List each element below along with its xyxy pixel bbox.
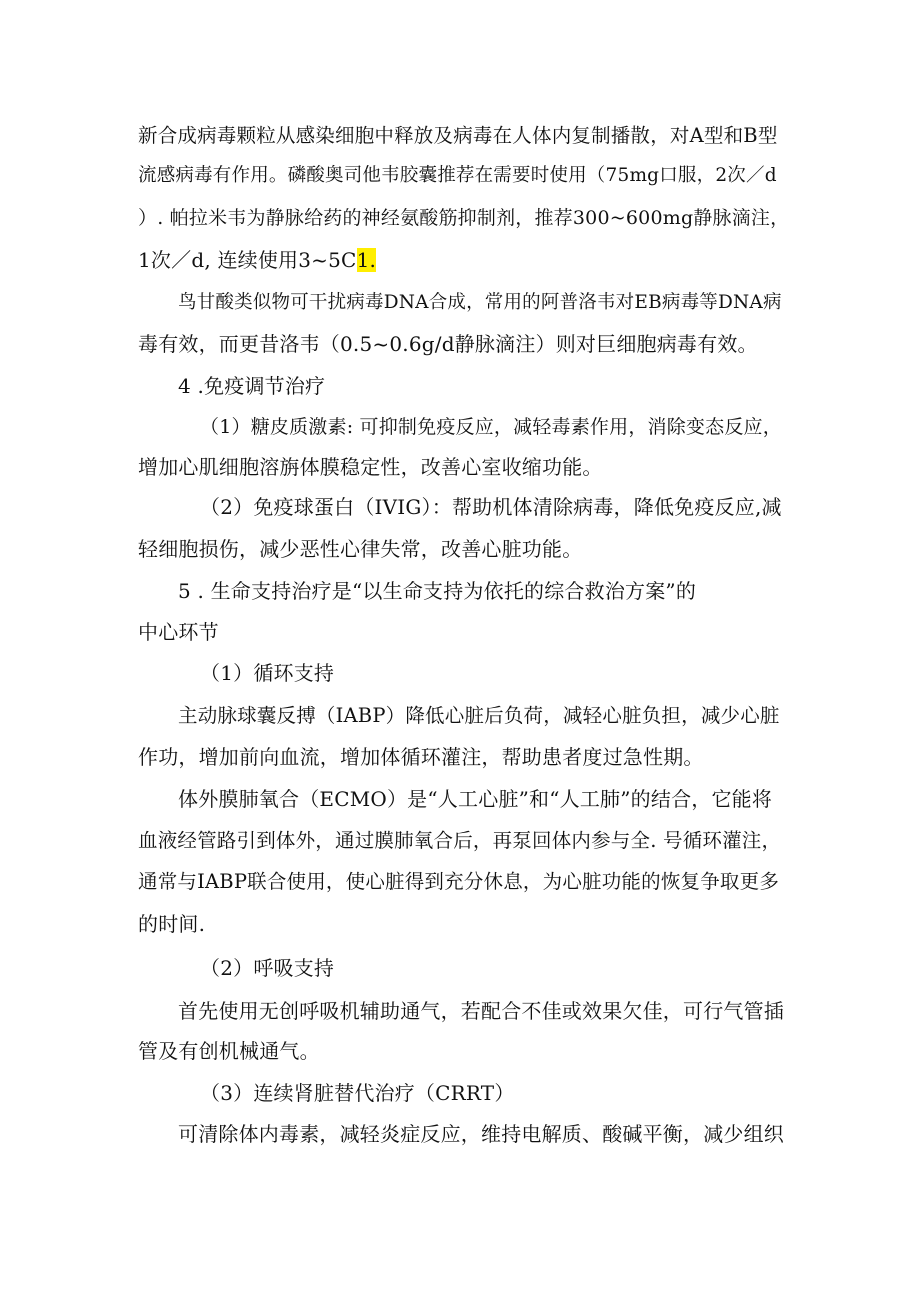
paragraph-line: 体外膜肺氧合（ECMO）是“人工心脏”和“人工肺”的结合，它能将 bbox=[178, 787, 773, 811]
subsection-heading: （2）呼吸支持 bbox=[200, 956, 335, 980]
text-line bbox=[138, 247, 376, 273]
text-line: 管及有创机械通气。 bbox=[138, 1039, 320, 1063]
paragraph-line: 可清除体内毒素，减轻炎症反应，维持电解质、酸碱平衡，减少组织 bbox=[178, 1122, 784, 1146]
section-heading-cont: 中心环节 bbox=[138, 620, 219, 644]
section-heading: 5 . 生命支持治疗是“以生命支持为依托的综合救治方案”的 bbox=[178, 579, 697, 603]
paragraph-line: 主动脉球囊反搏（IABP）降低心脏后负荷，减轻心脏负担，减少心脏 bbox=[178, 704, 780, 727]
text-line: 血液经管路引到体外，通过膜肺氧合后，再泵回体内参与全. 号循环灌注， bbox=[138, 829, 782, 852]
subsection-heading: （1）循环支持 bbox=[200, 661, 335, 685]
text-line: 增加心肌细胞溶旃体膜稳定性，改善心室收缩功能。 bbox=[138, 455, 603, 479]
text-line: ）. 帕拉米韦为静脉给药的神经氨酸筋抑制剂，推荐300~600mg静脉滴注， bbox=[138, 207, 790, 229]
text-line: 的时间. bbox=[138, 912, 206, 936]
text-line: 轻细胞损伤，减少恶性心律失常，改善心脏功能。 bbox=[138, 537, 583, 561]
text-line: 通常与IABP联合使用，使心脏得到充分休息，为心脏功能的恢复争取更多 bbox=[138, 870, 780, 893]
subsection-heading: （3）连续肾脏替代治疗（CRRT） bbox=[200, 1081, 515, 1105]
text-line: 流感病毒有作用。磷酸奥司他韦胶囊推荐在需要时使用（75mg口服，2次／d bbox=[138, 165, 777, 186]
paragraph-line: 首先使用无创呼吸机辅助通气，若配合不佳或效果欠佳，可行气管插 bbox=[178, 999, 784, 1023]
text-line: 作功，增加前向血流，增加体循环灌注，帮助患者度过急性期。 bbox=[138, 745, 704, 769]
text-line: 新合成病毒颗粒从感染细胞中释放及病毒在人体内复制播散，对A型和B型 bbox=[138, 124, 778, 147]
section-heading: 4 .免疫调节治疗 bbox=[178, 374, 326, 398]
paragraph-line: 鸟甘酸类似物可干扰病毒DNA合成，常用的阿普洛韦对EB病毒等DNA病 bbox=[178, 292, 782, 313]
list-item: （1）糖皮质激素: 可抑制免疫反应，减轻毒素作用，消除变态反应， bbox=[200, 416, 782, 438]
text-segment: 1次／d, 连续使用3~5C bbox=[138, 248, 357, 272]
text-line: 毒有效，而更昔洛韦（0.5~0.6g/d静脉滴注）则对巨细胞病毒有效。 bbox=[138, 332, 758, 356]
highlighted-text: 1. bbox=[356, 248, 377, 272]
list-item: （2）免疫球蛋白（IVIG）：帮助机体清除病毒，降低免疫反应,减 bbox=[200, 495, 782, 519]
